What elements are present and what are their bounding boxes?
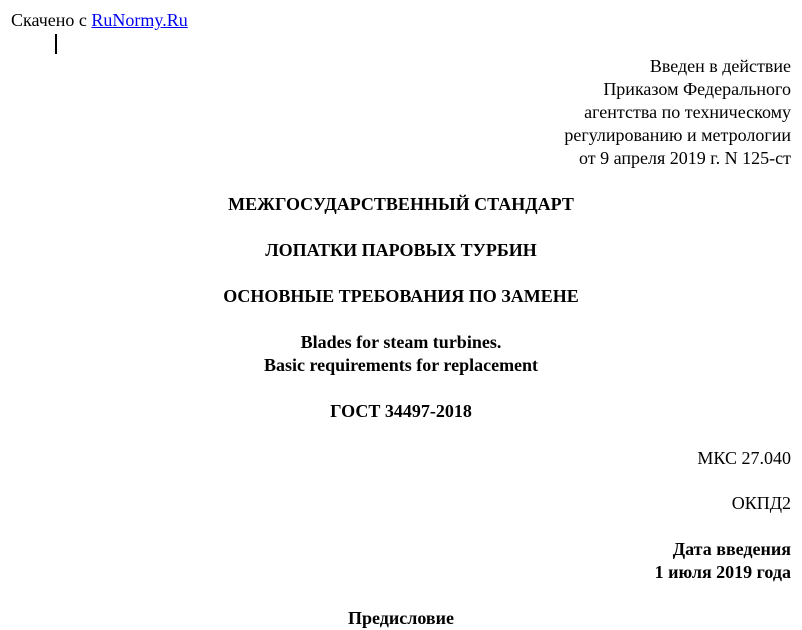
- enactment-line: регулированию и метрологии: [564, 125, 791, 145]
- document-title: ЛОПАТКИ ПАРОВЫХ ТУРБИН: [265, 240, 537, 260]
- enactment-line: Введен в действие: [649, 56, 791, 76]
- text-cursor: [55, 34, 57, 54]
- intro-date-value: 1 июля 2019 года: [654, 562, 791, 582]
- preface-heading: Предисловие: [348, 608, 454, 628]
- enactment-line: агентства по техническому: [584, 102, 791, 122]
- gost-number: ГОСТ 34497-2018: [330, 401, 472, 421]
- english-title-line-2: Basic requirements for replacement: [263, 355, 539, 375]
- intro-date-label: Дата введения: [672, 539, 791, 559]
- enactment-line: от 9 апреля 2019 г. N 125-ст: [579, 148, 791, 168]
- enactment-block: [564, 55, 791, 170]
- standard-type-heading: МЕЖГОСУДАРСТВЕННЫЙ СТАНДАРТ: [228, 194, 574, 214]
- runormy-link[interactable]: RuNormy.Ru: [91, 10, 188, 30]
- enactment-line: Приказом Федерального: [603, 79, 791, 99]
- okpd-code: ОКПД2: [731, 493, 791, 513]
- download-source-line: [11, 9, 188, 32]
- mks-code: МКС 27.040: [697, 448, 791, 468]
- english-title-line-1: Blades for steam turbines.: [300, 332, 502, 352]
- downloaded-prefix: Скачено с: [11, 10, 87, 30]
- document-subtitle: ОСНОВНЫЕ ТРЕБОВАНИЯ ПО ЗАМЕНЕ: [223, 286, 579, 306]
